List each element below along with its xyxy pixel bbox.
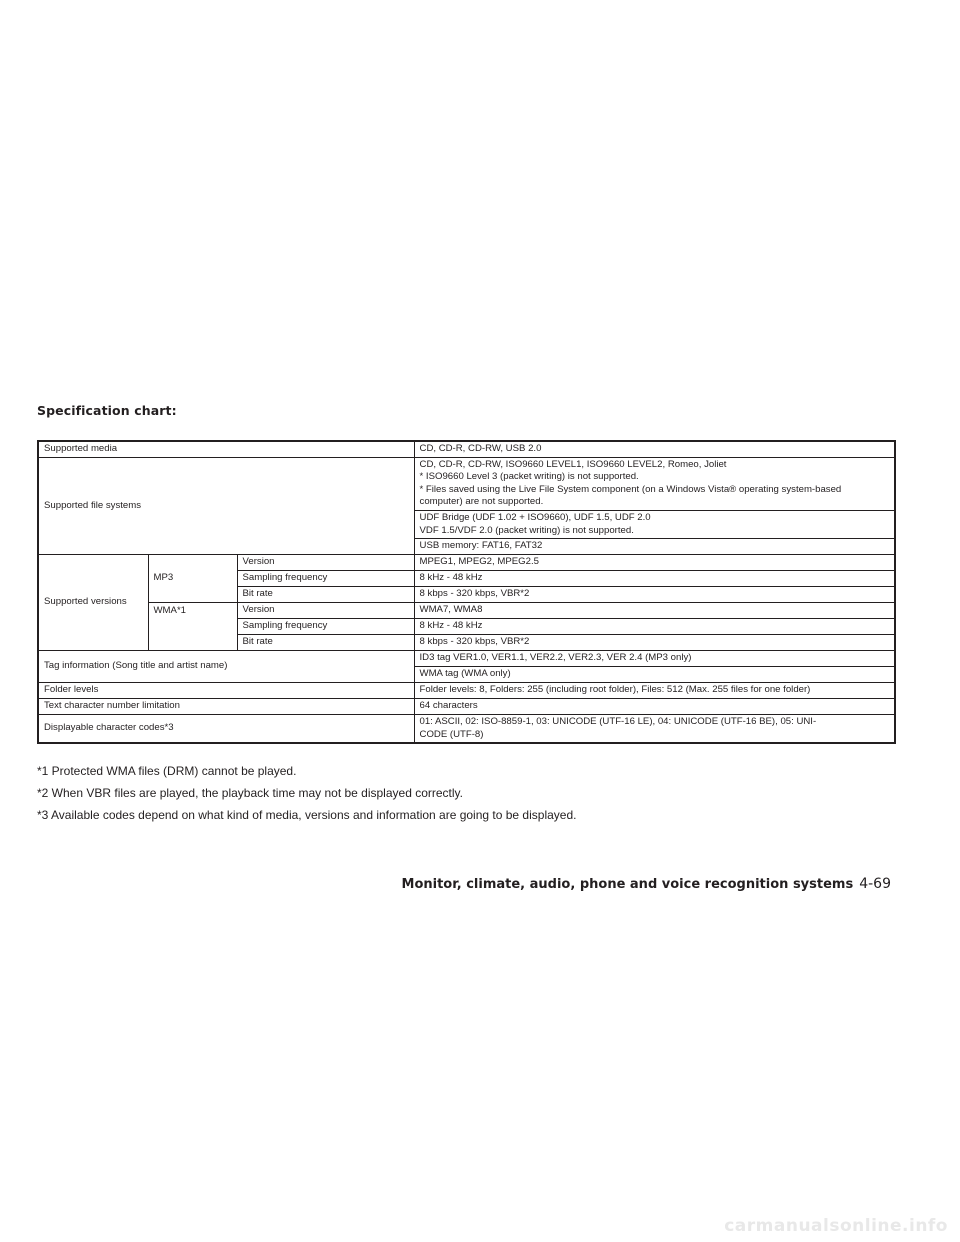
wma-bitrate-value: 8 kbps - 320 kbps, VBR*2 bbox=[414, 635, 895, 651]
char-codes-line: CODE (UTF-8) bbox=[419, 728, 484, 740]
tag-wma-value: WMA tag (WMA only) bbox=[414, 667, 895, 683]
row-tag-id3 bbox=[38, 651, 895, 667]
page-footer bbox=[402, 876, 891, 892]
tag-info-label: Tag information (Song title and artist name) bbox=[38, 651, 414, 683]
supported-media-value: CD, CD-R, CD-RW, USB 2.0 bbox=[414, 441, 895, 457]
row-wma-version bbox=[38, 603, 895, 619]
row-char-codes bbox=[38, 715, 895, 744]
file-systems-label: Supported file systems bbox=[38, 457, 414, 555]
row-file-systems bbox=[38, 457, 895, 510]
mp3-sampling-value: 8 kHz - 48 kHz bbox=[414, 571, 895, 587]
wma-bitrate-label: Bit rate bbox=[237, 635, 414, 651]
row-mp3-version bbox=[38, 555, 895, 571]
row-text-limit bbox=[38, 699, 895, 715]
footnotes bbox=[37, 760, 576, 826]
folder-levels-value: Folder levels: 8, Folders: 255 (including root folder), Files: 512 (Max. 255 files for one folder) bbox=[414, 683, 895, 699]
wma-version-value: WMA7, WMA8 bbox=[414, 603, 895, 619]
footnote: *2 When VBR files are played, the playback time may not be displayed correctly. bbox=[37, 786, 463, 800]
char-codes-line: 01: ASCII, 02: ISO-8859-1, 03: UNICODE (UTF-16 LE), 04: UNICODE (UTF-16 BE), 05: UNI- bbox=[419, 716, 817, 728]
watermark: carmanualsonline.info bbox=[724, 1216, 948, 1236]
tag-id3-value: ID3 tag VER1.0, VER1.1, VER2.2, VER2.3, VER 2.4 (MP3 only) bbox=[414, 651, 895, 667]
page-number: 4-69 bbox=[859, 876, 891, 892]
file-systems-line: * Files saved using the Live File System component (on a Windows Vista® operating system-based bbox=[419, 483, 842, 495]
mp3-version-value: MPEG1, MPEG2, MPEG2.5 bbox=[414, 555, 895, 571]
specification-table bbox=[37, 440, 896, 744]
row-supported-media bbox=[38, 441, 895, 457]
text-limit-label: Text character number limitation bbox=[38, 699, 414, 715]
wma-version-label: Version bbox=[237, 603, 414, 619]
mp3-bitrate-value: 8 kbps - 320 kbps, VBR*2 bbox=[414, 587, 895, 603]
text-limit-value: 64 characters bbox=[414, 699, 895, 715]
folder-levels-label: Folder levels bbox=[38, 683, 414, 699]
udf-line: VDF 1.5/VDF 2.0 (packet writing) is not supported. bbox=[419, 524, 634, 536]
wma-sampling-label: Sampling frequency bbox=[237, 619, 414, 635]
file-systems-line: * ISO9660 Level 3 (packet writing) is not supported. bbox=[419, 471, 639, 483]
wma-sampling-value: 8 kHz - 48 kHz bbox=[414, 619, 895, 635]
wma-label-spacer bbox=[148, 619, 237, 635]
footnote: *3 Available codes depend on what kind of media, versions and information are going to be displayed. bbox=[37, 808, 577, 822]
supported-versions-label: Supported versions bbox=[38, 555, 148, 651]
footnote: *1 Protected WMA files (DRM) cannot be played. bbox=[37, 764, 297, 778]
file-systems-value bbox=[414, 457, 895, 510]
usb-memory-value: USB memory: FAT16, FAT32 bbox=[414, 539, 895, 555]
mp3-version-label: Version bbox=[237, 555, 414, 571]
supported-media-label: Supported media bbox=[38, 441, 414, 457]
udf-line: UDF Bridge (UDF 1.02 + ISO9660), UDF 1.5, UDF 2.0 bbox=[419, 511, 651, 523]
file-systems-line: computer) are not supported. bbox=[419, 496, 544, 508]
row-wma-sampling bbox=[38, 619, 895, 635]
footer-section-title: Monitor, climate, audio, phone and voice recognition systems bbox=[401, 877, 854, 892]
section-heading: Specification chart: bbox=[37, 403, 177, 418]
row-wma-bitrate bbox=[38, 635, 895, 651]
mp3-sampling-label: Sampling frequency bbox=[237, 571, 414, 587]
char-codes-value bbox=[414, 715, 895, 744]
file-systems-line: CD, CD-R, CD-RW, ISO9660 LEVEL1, ISO9660 LEVEL2, Romeo, Joliet bbox=[419, 458, 727, 470]
row-folder-levels bbox=[38, 683, 895, 699]
udf-value bbox=[414, 510, 895, 538]
wma-label: WMA*1 bbox=[148, 603, 237, 619]
wma-label-spacer bbox=[148, 635, 237, 651]
mp3-bitrate-label: Bit rate bbox=[237, 587, 414, 603]
mp3-label: MP3 bbox=[148, 555, 237, 603]
char-codes-label: Displayable character codes*3 bbox=[38, 715, 414, 744]
